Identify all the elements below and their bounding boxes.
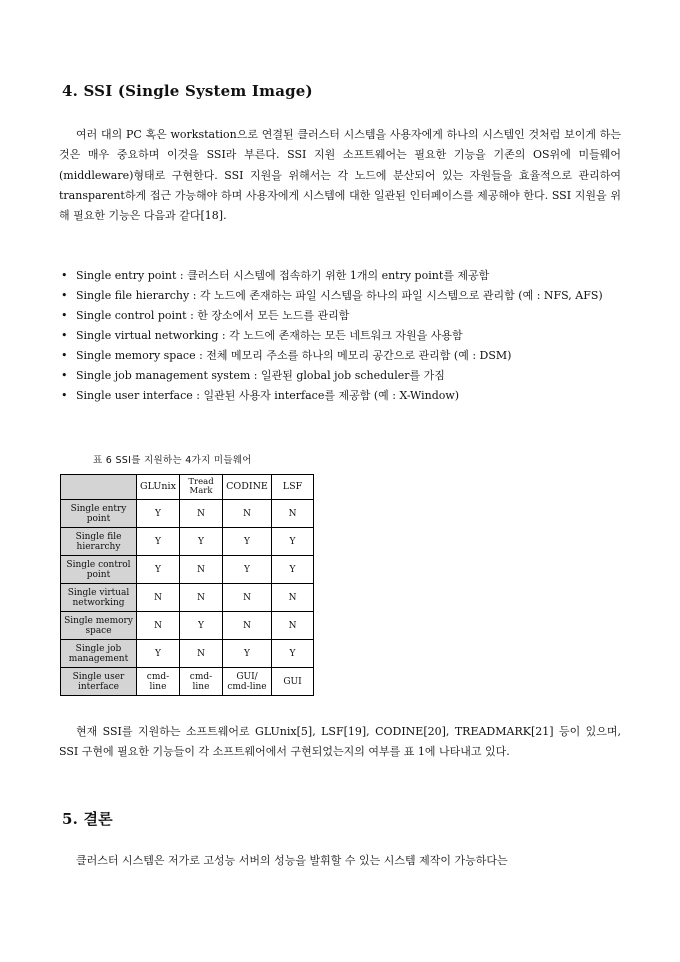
table-cell: N — [137, 612, 180, 640]
row-header: Single memory space — [61, 612, 137, 640]
table-cell: N — [180, 584, 223, 612]
table-row — [61, 528, 314, 556]
row-header: Single user interface — [61, 668, 137, 696]
table-cell: Y — [137, 556, 180, 584]
list-item: • Single control point : 한 장소에서 모든 노드를 관리함 — [59, 306, 621, 326]
table-cell: Y — [272, 528, 314, 556]
table-cell: Y — [137, 640, 180, 668]
table-cell: Y — [223, 556, 272, 584]
column-header: CODINE — [223, 475, 272, 500]
row-header: Single job management — [61, 640, 137, 668]
table-cell: N — [180, 556, 223, 584]
list-item: • Single entry point : 클러스터 시스템에 접속하기 위한 1개의 entry point를 제공함 — [59, 266, 621, 286]
conclusion-paragraph — [59, 851, 621, 871]
ssi-intro-paragraph — [59, 125, 621, 226]
ssi-feature-list — [59, 266, 621, 406]
table-row — [61, 640, 314, 668]
row-header: Single entry point — [61, 500, 137, 528]
row-header: Single file hierarchy — [61, 528, 137, 556]
ssi-middleware-table — [60, 474, 314, 696]
table-cell: Y — [223, 640, 272, 668]
table-cell: N — [137, 584, 180, 612]
column-header: GLUnix — [137, 475, 180, 500]
table-row — [61, 668, 314, 696]
table-header-row — [61, 475, 314, 500]
list-item: • Single memory space : 전체 메모리 주소를 하나의 메모리 공간으로 관리함 (예 : DSM) — [59, 346, 621, 366]
table-row — [61, 556, 314, 584]
table-cell: Y — [137, 528, 180, 556]
table-corner-cell — [61, 475, 137, 500]
table-cell: Y — [223, 528, 272, 556]
section-heading-ssi: 4. SSI (Single System Image) — [62, 82, 313, 100]
ssi-intro-text: 여러 대의 PC 혹은 workstation으로 연결된 클러스터 시스템을 사용자에게 하나의 시스템인 것처럼 보이게 하는 것은 매우 중요하며 이것을 SSI라 부른다. SSI 지원 소프트웨어는 필요한 기능을 기존의 OS위에 미들웨어(middleware)형태로 구현한다. SSI 지원을 위해서는 각 노드에 분산되어 있는 자원들을 효율적으로 관리하여 transparent하게 접근 가능해야 하며 사용자에게 시스템에 대한 일관된 인터페이스를 제공해야 한다. SSI 지원을 위해 필요한 기능은 다음과 같다[18]. — [59, 128, 621, 223]
table-cell: Y — [272, 640, 314, 668]
table-cell: N — [223, 612, 272, 640]
row-header: Single control point — [61, 556, 137, 584]
ssi-software-paragraph — [59, 722, 621, 763]
table-cell: Y — [180, 528, 223, 556]
table-cell: cmd-line — [180, 668, 223, 696]
column-header: Tread Mark — [180, 475, 223, 500]
table-cell: GUI/ cmd-line — [223, 668, 272, 696]
table-cell: N — [180, 640, 223, 668]
section-heading-conclusion: 5. 결론 — [62, 810, 113, 828]
table-cell: Y — [137, 500, 180, 528]
ssi-software-text: 현재 SSI를 지원하는 소프트웨어로 GLUnix[5], LSF[19], CODINE[20], TREADMARK[21] 등이 있으며, SSI 구현에 필요한 기능들이 각 소프트웨어에서 구현되었는지의 여부를 표 1에 나타내고 있다. — [59, 725, 621, 759]
table-cell: N — [272, 500, 314, 528]
list-item: • Single virtual networking : 각 노드에 존재하는 모든 네트워크 자원을 사용함 — [59, 326, 621, 346]
list-item: • Single user interface : 일관된 사용자 interface를 제공함 (예 : X-Window) — [59, 386, 621, 406]
table-cell: Y — [272, 556, 314, 584]
table-cell: cmd-line — [137, 668, 180, 696]
table-cell: N — [223, 500, 272, 528]
table-caption: 표 6 SSI를 지원하는 4가지 미들웨어 — [93, 455, 252, 466]
table-cell: N — [180, 500, 223, 528]
table-row — [61, 500, 314, 528]
table-cell: Y — [180, 612, 223, 640]
conclusion-text: 클러스터 시스템은 저가로 고성능 서버의 성능을 발휘할 수 있는 시스템 제작이 가능하다는 — [76, 854, 508, 867]
table-row — [61, 612, 314, 640]
table-row — [61, 584, 314, 612]
table-cell: N — [223, 584, 272, 612]
table-cell: N — [272, 584, 314, 612]
table-cell: N — [272, 612, 314, 640]
row-header: Single virtual networking — [61, 584, 137, 612]
list-item: • Single job management system : 일관된 global job scheduler를 가짐 — [59, 366, 621, 386]
list-item: • Single file hierarchy : 각 노드에 존재하는 파일 시스템을 하나의 파일 시스템으로 관리함 (예 : NFS, AFS) — [59, 286, 621, 306]
table-cell: GUI — [272, 668, 314, 696]
column-header: LSF — [272, 475, 314, 500]
